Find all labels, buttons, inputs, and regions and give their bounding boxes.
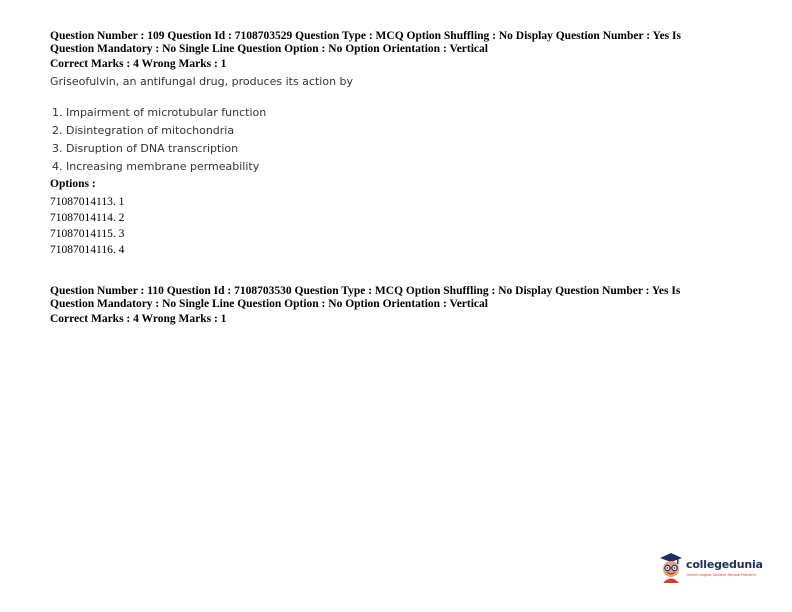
question-110-block bbox=[50, 285, 750, 326]
choice-item: 2. Disintegration of mitochondria bbox=[52, 124, 235, 137]
question-109-meta-line2: Question Mandatory : No Single Line Question Option : No Option Orientation : Vertical bbox=[50, 42, 488, 55]
question-110-meta-line2: Question Mandatory : No Single Line Question Option : No Option Orientation : Vertical bbox=[50, 297, 488, 310]
question-109-meta bbox=[50, 30, 750, 55]
question-110-meta-line1: Question Number : 110 Question Id : 7108703530 Question Type : MCQ Option Shuffling : No Display Question Number : Yes Is bbox=[50, 285, 681, 297]
choice-item: 1. Impairment of microtubular function bbox=[52, 106, 267, 119]
collegedunia-logo bbox=[658, 548, 768, 588]
choice-item: 3. Disruption of DNA transcription bbox=[52, 142, 239, 155]
question-109-text: Griseofulvin, an antifungal drug, produces its action by bbox=[50, 75, 354, 88]
logo-mascot-icon bbox=[658, 552, 684, 584]
option-id-list bbox=[50, 194, 750, 258]
option-id-item: 71087014115. 3 bbox=[50, 228, 125, 240]
logo-tagline: India's largest Student Review Platform bbox=[687, 573, 756, 577]
question-110-marks: Correct Marks : 4 Wrong Marks : 1 bbox=[50, 313, 227, 325]
question-109-meta-line1: Question Number : 109 Question Id : 7108703529 Question Type : MCQ Option Shuffling : No Display Question Number : Yes Is bbox=[50, 30, 681, 42]
option-id-item: 71087014116. 4 bbox=[50, 244, 125, 256]
choice-item: 4. Increasing membrane permeability bbox=[52, 160, 260, 173]
question-109-marks: Correct Marks : 4 Wrong Marks : 1 bbox=[50, 58, 227, 70]
question-110-meta bbox=[50, 285, 750, 310]
question-109-block bbox=[50, 30, 750, 258]
logo-wordmark: collegedunia bbox=[686, 558, 763, 571]
option-id-item: 71087014113. 1 bbox=[50, 196, 125, 208]
question-109-choices bbox=[50, 104, 750, 176]
option-id-item: 71087014114. 2 bbox=[50, 212, 125, 224]
options-heading: Options : bbox=[50, 178, 96, 190]
